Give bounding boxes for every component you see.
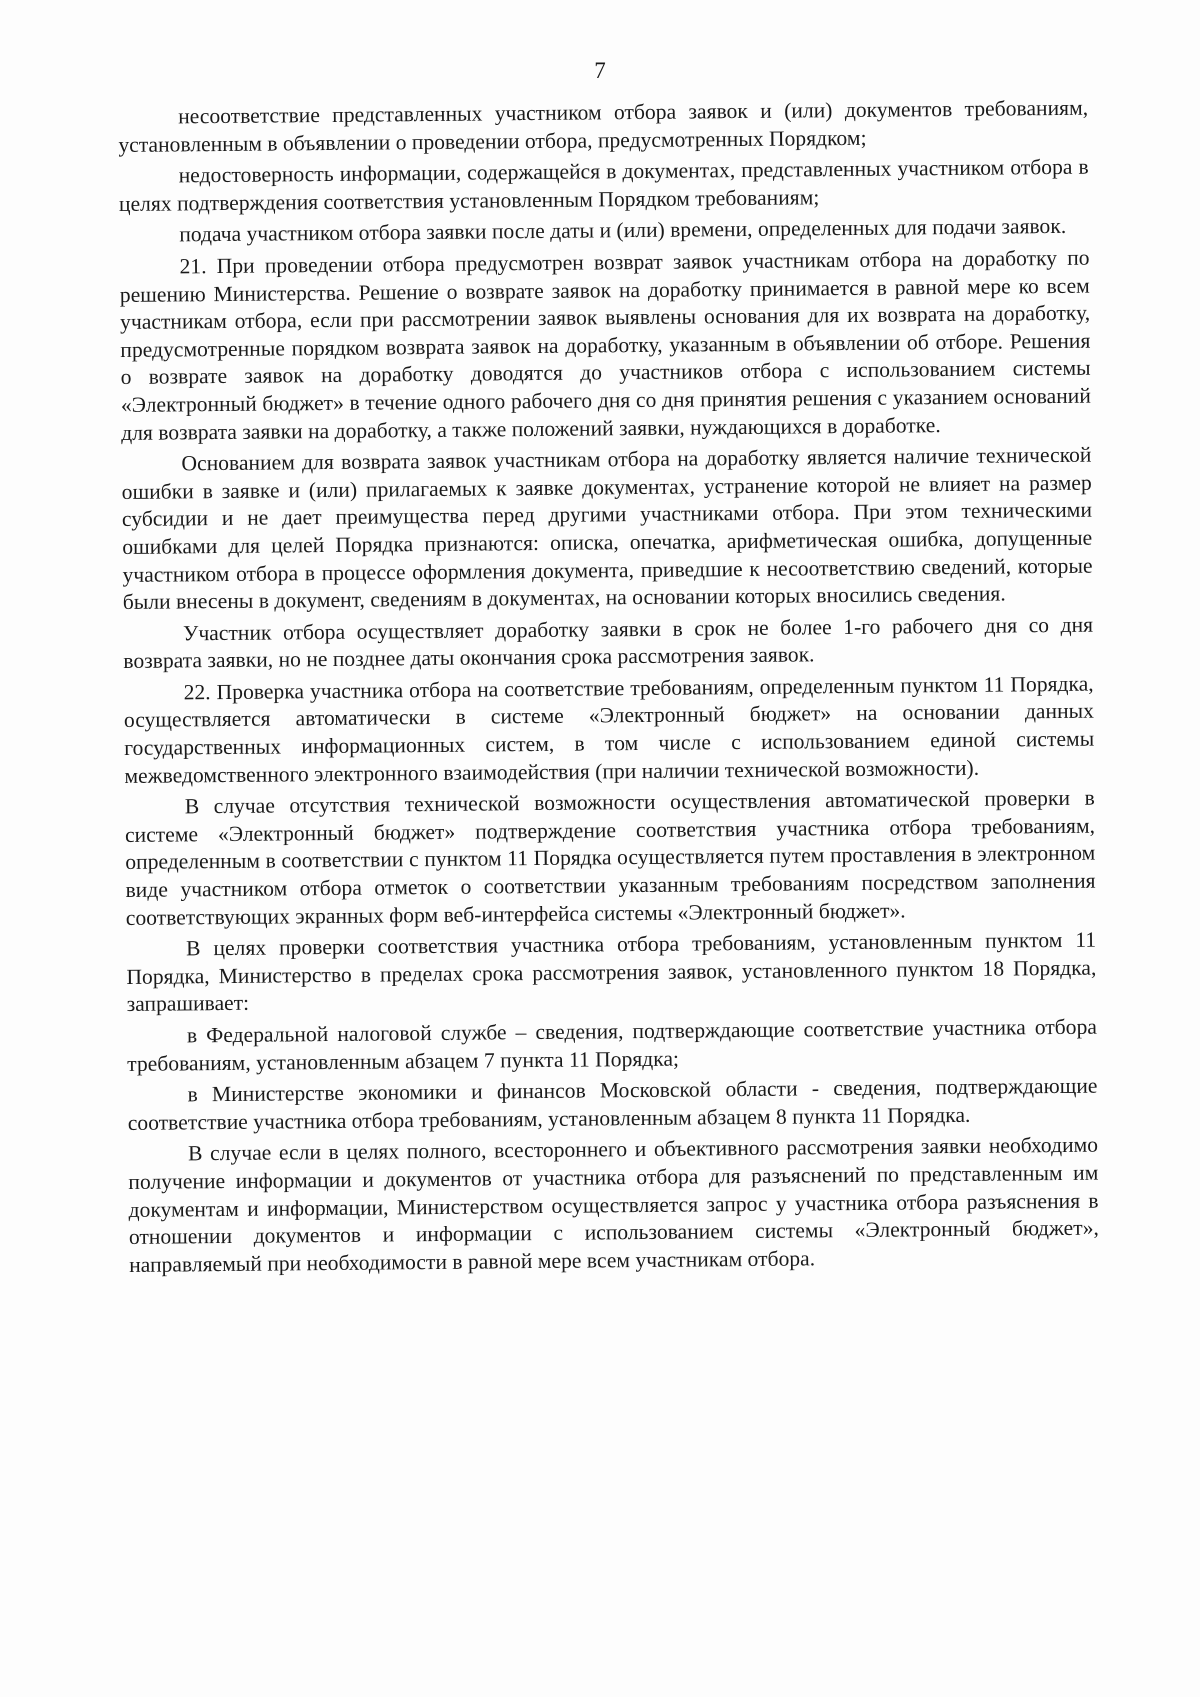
paragraph-revision-deadline: Участник отбора осуществляет доработку заявки в срок не более 1-го рабочего дня со дня возврата заявки, но не позднее даты окончания срока рассмотрения заявок. (123, 612, 1094, 674)
paragraph-clarification-request: В случае если в целях полного, всестороннего и объективного рассмотрения заявки необходимо получение информации и документов от участника отбора для разъяснений по представленным им документам и информации, Министерством осуществляется запрос у участника отбора разъяснения в отношении документов и информации с использованием системы «Электронный бюджет», направляемый при необходимости в равной мере всем участникам отбора. (128, 1133, 1099, 1277)
paragraph-clause-21: 21. При проведении отбора предусмотрен возврат заявок участникам отбора на доработку по решению Министерства. Решение о возврате заявок на доработку принимается в равной мере ко всем участникам отбора, если при рассмотрении заявок выявлены основания для их возврата на доработку, предусмотренные порядком возврата заявок на доработку, указанным в объявлении об отборе. Решения о возврате заявок на доработку доводятся до участников отбора с использованием системы «Электронный бюджет» в течение одного рабочего дня со дня принятия решения с указанием оснований для возврата заявки на доработку, а также положений заявки, нуждающихся в доработке. (119, 245, 1091, 445)
paragraph-late-submission: подача участником отбора заявки после даты и (или) времени, определенных для подачи заявок. (179, 214, 1067, 247)
paragraph-ministry-requests: В целях проверки соответствия участника отбора требованиям, установленным пунктом 11 Порядка, Министерство в пределах срока рассмотрения заявок, установленного пунктом 18 Порядка, запрашивает: (126, 927, 1097, 1017)
document-body (118, 95, 1099, 1284)
paragraph-return-grounds: Основанием для возврата заявок участникам отбора на доработку является наличие технической ошибки в заявке и (или) прилагаемых к заявке документах, устранение которой не влияет на размер субсидии и не дает преимущества перед другими участниками отбора. При этом техническими ошибками для целей Порядка признаются: описка, опечатка, арифметическая ошибка, допущенные участником отбора в процессе оформления документа, приведшие к несоответствию сведений, которые были внесены в документ, сведениям в документах, на основании которых вносились сведения. (121, 442, 1093, 615)
page-number: 7 (594, 58, 606, 83)
paragraph-clause-22: 22. Проверка участника отбора на соответствие требованиям, определенным пунктом 11 Порядка, осуществляется автоматически в системе «Электронный бюджет» на основании данных государственных информационных систем, в том числе с использованием единой системы межведомственного электронного взаимодействия (при наличии технической возможности). (123, 671, 1095, 788)
paragraph-unreliable-info: недостоверность информации, содержащейся в документах, представленных участником отбора в целях подтверждения соответствия установленным Порядком требованиям; (118, 154, 1089, 216)
paragraph-no-auto-check: В случае отсутствия технической возможности осуществления автоматической проверки в системе «Электронный бюджет» подтверждение соответствия участника отбора требованиям, определенным в соответствии с пунктом 11 Порядка осуществляется путем проставления в электронном виде участником отбора отметок о соответствии указанным требованиям посредством заполнения соответствующих экранных форм веб-интерфейса системы «Электронный бюджет». (124, 785, 1096, 930)
paragraph-mismatch-requirements: несоответствие представленных участником отбора заявок и (или) документов требованиям, установленным в объявлении о проведении отбора, предусмотренных Порядком; (118, 95, 1089, 157)
paragraph-tax-service: в Федеральной налоговой службе – сведения, подтверждающие соответствие участника отбора требованиям, установленным абзацем 7 пункта 11 Порядка; (127, 1014, 1098, 1076)
paragraph-ministry-economics: в Министерстве экономики и финансов Московской области - сведения, подтверждающие соответствие участника отбора требованиям, установленным абзацем 8 пункта 11 Порядка. (127, 1073, 1098, 1135)
